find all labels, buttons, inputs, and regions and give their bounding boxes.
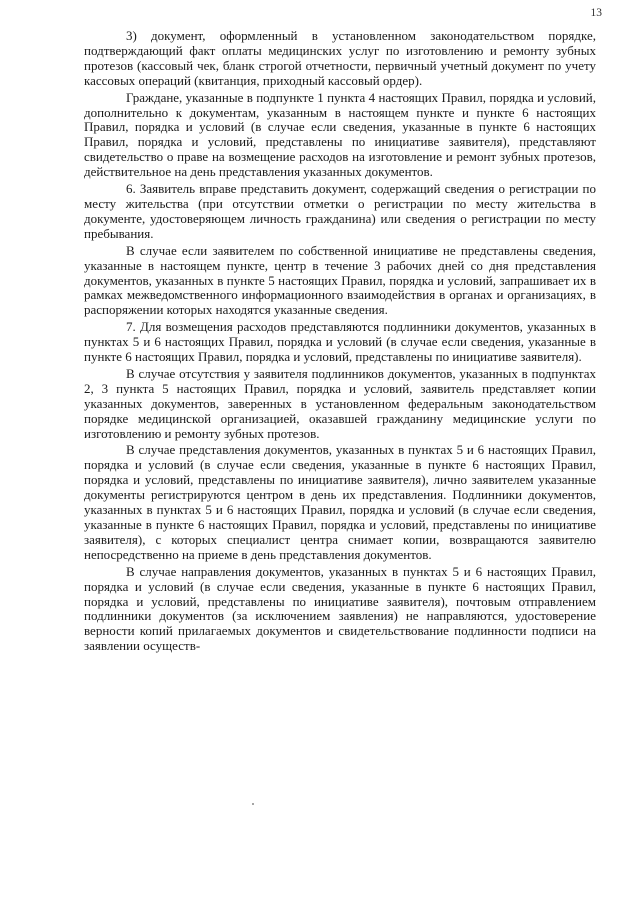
scan-speck — [252, 803, 254, 805]
page-number: 13 — [590, 7, 602, 19]
paragraph-citizens-subpoint-1: Граждане, указанные в подпункте 1 пункта 4 настоящих Правил, порядка и условий, дополнительно к документам, указанным в настоящем пункте и пункте 6 настоящих Правил, порядка и условий (в случае если сведения, указанные в пункте 6 настоящих Правил, порядка и условий, представлены по инициативе заявителя), представляют свидетельство о праве на возмещение расходов на изготовление и ремонт зубных протезов, действительное на день представления указанных документов. — [84, 89, 596, 180]
paragraph-interagency-request: В случае если заявителем по собственной инициативе не представлены сведения, указанные в настоящем пункте, центр в течение 3 рабочих дней со дня представления документов, указанных в пункте 5 настоящих Правил, порядка и условий, запрашивает их в рамках межведомственного информационного взаимодействия в органах и организациях, в распоряжении которых находятся указанные сведения. — [84, 242, 596, 318]
document-body — [84, 29, 596, 654]
paragraph-personal-submission: В случае представления документов, указанных в пунктах 5 и 6 настоящих Правил, порядка и условий (в случае если сведения, указанные в пункте 6 настоящих Правил, порядка и условий, представлены по инициативе заявителя), лично заявителем указанные документы регистрируются центром в день их представления. Подлинники документов, указанных в пунктах 5 и 6 настоящих Правил, порядка и условий (в случае если сведения, указанные в пункте 6 настоящих Правил, порядка и условий, представлены по инициативе заявителя), с которых специалист центра снимает копии, возвращаются заявителю непосредственно на приеме в день представления документов. — [84, 442, 596, 562]
paragraph-point-6-registration: 6. Заявитель вправе представить документ, содержащий сведения о регистрации по месту жительства (при отсутствии отметки о регистрации по месту жительства в документе, удостоверяющем личность гражданина) или сведения о регистрации по месту пребывания. — [84, 181, 596, 241]
paragraph-copies-certified: В случае отсутствия у заявителя подлинников документов, указанных в подпунктах 2, 3 пункта 5 настоящих Правил, порядка и условий, заявитель представляет копии указанных документов, заверенных в установленном федеральным законодательством порядке медицинской организацией, оказавшей гражданину медицинские услуги по изготовлению и ремонту зубных протезов. — [84, 365, 596, 441]
paragraph-point-7-originals: 7. Для возмещения расходов представляются подлинники документов, указанных в пунктах 5 и 6 настоящих Правил, порядка и условий (в случае если сведения, указанные в пункте 6 настоящих Правил, порядка и условий, представлены по инициативе заявителя). — [84, 319, 596, 365]
paragraph-item-3-payment-document: 3) документ, оформленный в установленном законодательством порядке, подтверждающий факт оплаты медицинских услуг по изготовлению и ремонту зубных протезов (кассовый чек, бланк строгой отчетности, первичный учетный документ по учету кассовых операций (квитанция, приходный кассовый ордер). — [84, 28, 596, 88]
paragraph-postal-submission: В случае направления документов, указанных в пунктах 5 и 6 настоящих Правил, порядка и условий (в случае если сведения, указанные в пункте 6 настоящих Правил, порядка и условий, представлены по инициативе заявителя), почтовым отправлением подлинники документов (за исключением заявления) не направляются, удостоверение верности копий прилагаемых документов и свидетельствование подлинности подписи на заявлении осуществ- — [84, 563, 596, 654]
